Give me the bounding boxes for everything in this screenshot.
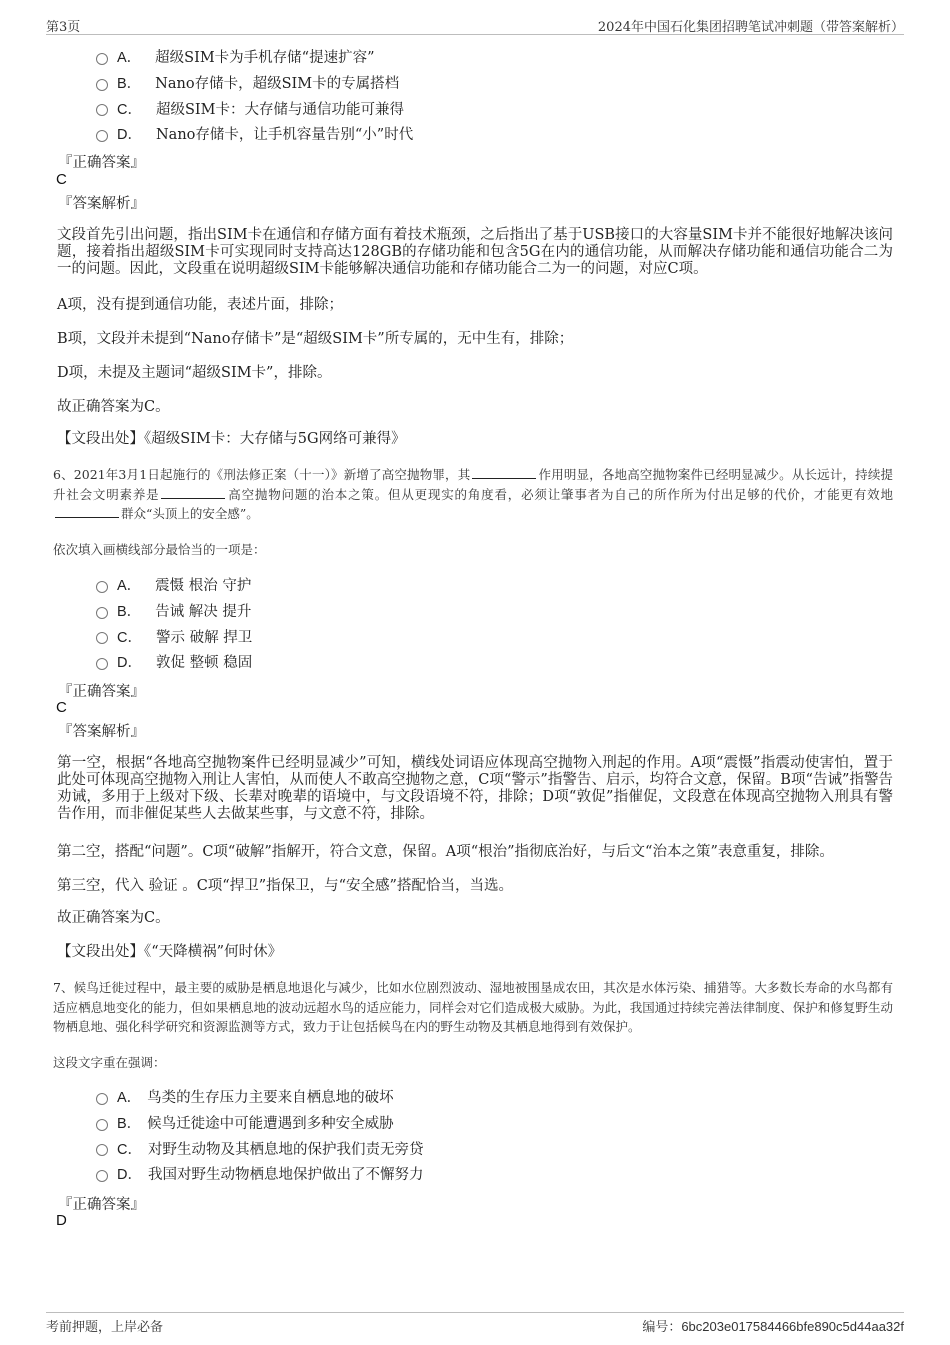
q5-options	[96, 44, 413, 147]
q7-options	[96, 1084, 423, 1187]
fill-blank	[55, 505, 119, 518]
footer-slogan: 考前押题，上岸必备	[46, 1320, 164, 1335]
document-id: 编号：6bc203e017584466bfe890c5d44aa32f	[642, 1319, 904, 1335]
q5-option-d[interactable]: D． Nano存储卡，让手机容量告别“小”时代	[96, 121, 413, 147]
q5-analysis-a: A项，没有提到通信功能，表述片面，排除；	[57, 297, 343, 313]
fill-blank	[472, 466, 536, 479]
radio-button-icon[interactable]	[96, 658, 108, 670]
radio-button-icon[interactable]	[96, 1144, 108, 1156]
q6-option-c[interactable]: C． 警示 破解 捍卫	[96, 623, 252, 649]
q6-analysis-blank3: 第三空，代入 验证 。C项“捍卫”指保卫，与“安全感”搭配恰当，当选。	[57, 878, 513, 894]
q7-answer-label: 『正确答案』	[58, 1197, 145, 1213]
q7-prompt: 这段文字重在强调：	[53, 1055, 166, 1070]
q6-source: 【文段出处】《“天降横祸”何时休》	[57, 944, 283, 960]
q5-source: 【文段出处】《超级SIM卡：大存储与5G网络可兼得》	[57, 431, 406, 447]
q7-answer: D	[56, 1212, 67, 1229]
document-title: 2024年中国石化集团招聘笔试冲刺题（带答案解析）	[597, 20, 904, 35]
page-header	[46, 14, 904, 35]
q5-option-b[interactable]: B． Nano存储卡，超级SIM卡的专属搭档	[96, 70, 413, 96]
radio-button-icon[interactable]	[96, 1170, 108, 1182]
q6-option-a[interactable]: A． 震慑 根治 守护	[96, 572, 252, 598]
q5-answer: C	[56, 171, 67, 188]
q7-stem: 7、候鸟迁徙过程中，最主要的威胁是栖息地退化与减少，比如水位剧烈波动、湿地被围垦成农田，其次是水体污染、捕猎等。大多数长寿命的水鸟都有适应栖息地变化的能力，但如果栖息地的波动远超水鸟的适应能力，同样会对它们造成极大威胁。为此，我国通过持续完善法律制度、保护和修复野生动物栖息地、强化科学研究和资源监测等方式，致力于让包括候鸟在内的野生动物及其栖息地得到有效保护。	[53, 980, 893, 1034]
q5-analysis-label: 『答案解析』	[58, 196, 145, 212]
q6-option-b[interactable]: B． 告诫 解决 提升	[96, 598, 252, 624]
radio-button-icon[interactable]	[96, 53, 108, 65]
q6-analysis-blank2: 第二空，搭配“问题”。C项“破解”指解开，符合文意，保留。A项“根治”指彻底治好，与后文“治本之策”表意重复，排除。	[57, 844, 834, 860]
q6-option-d[interactable]: D． 敦促 整顿 稳固	[96, 649, 252, 675]
radio-button-icon[interactable]	[96, 581, 108, 593]
q7-option-d[interactable]: D． 我国对野生动物栖息地保护做出了不懈努力	[96, 1161, 423, 1187]
q7-option-a[interactable]: A． 鸟类的生存压力主要来自栖息地的破坏	[96, 1084, 423, 1110]
q6-answer: C	[56, 699, 67, 716]
fill-blank	[161, 486, 225, 499]
q5-analysis-b: B项，文段并未提到“Nano存储卡”是“超级SIM卡”所专属的，无中生有，排除；	[57, 331, 574, 347]
q7-option-b[interactable]: B． 候鸟迁徙途中可能遭遇到多种安全威胁	[96, 1110, 423, 1136]
q5-answer-label: 『正确答案』	[58, 155, 145, 171]
radio-button-icon[interactable]	[96, 607, 108, 619]
q6-conclusion: 故正确答案为C。	[57, 910, 170, 926]
q6-prompt: 依次填入画横线部分最恰当的一项是：	[53, 542, 266, 557]
q6-analysis-label: 『答案解析』	[58, 724, 145, 740]
page-footer	[46, 1312, 904, 1335]
q7-option-c[interactable]: C． 对野生动物及其栖息地的保护我们责无旁贷	[96, 1135, 423, 1161]
q5-option-a[interactable]: A． 超级SIM卡为手机存储“提速扩容”	[96, 44, 413, 70]
q5-analysis-main: 文段首先引出问题，指出SIM卡在通信和存储方面有着技术瓶颈，之后指出了基于USB接口的大容量SIM卡并不能很好地解决该问题，接着指出超级SIM卡可实现同时支持高达128GB的存储功能和包含5G在内的通信功能，从而解决存储功能和通信功能合二为一的问题。因此，文段重在说明超级SIM卡能够解决通信功能和存储功能合二为一的问题，对应C项。	[57, 227, 893, 277]
q6-options	[96, 572, 252, 675]
q6-stem: 6、2021年3月1日起施行的《刑法修正案（十一）》新增了高空抛物罪，其 作用明显，各地高空抛物案件已经明显减少。从长远计，持续提升社会文明素养是 高空抛物问题的治本之策。但从更现实的角度看，必须让肇事者为自己的所作所为付出足够的代价，才能更有效地群众“头顶上的安全感”。	[53, 467, 893, 521]
radio-button-icon[interactable]	[96, 1119, 108, 1131]
q5-analysis-d: D项，未提及主题词“超级SIM卡”，排除。	[57, 365, 332, 381]
q5-conclusion: 故正确答案为C。	[57, 399, 170, 415]
q6-answer-label: 『正确答案』	[58, 684, 145, 700]
radio-button-icon[interactable]	[96, 1093, 108, 1105]
page-number: 第3页	[46, 20, 81, 35]
radio-button-icon[interactable]	[96, 79, 108, 91]
radio-button-icon[interactable]	[96, 130, 108, 142]
q5-option-c[interactable]: C． 超级SIM卡：大存储与通信功能可兼得	[96, 95, 413, 121]
radio-button-icon[interactable]	[96, 104, 108, 116]
radio-button-icon[interactable]	[96, 632, 108, 644]
q6-analysis-blank1: 第一空，根据“各地高空抛物案件已经明显减少”可知，横线处词语应体现高空抛物入刑起的作用。A项“震慑”指震动使害怕，置于此处可体现高空抛物入刑让人害怕，从而使人不敢高空抛物之意，C项“警示”指警告、启示，均符合文意，保留。B项“告诫”指警告劝诫，多用于上级对下级、长辈对晚辈的语境中，与文段语境不符，排除；D项“敦促”指催促，文段意在体现高空抛物入刑具有警告作用，而非催促某些人去做某些事，与文意不符，排除。	[57, 755, 893, 822]
